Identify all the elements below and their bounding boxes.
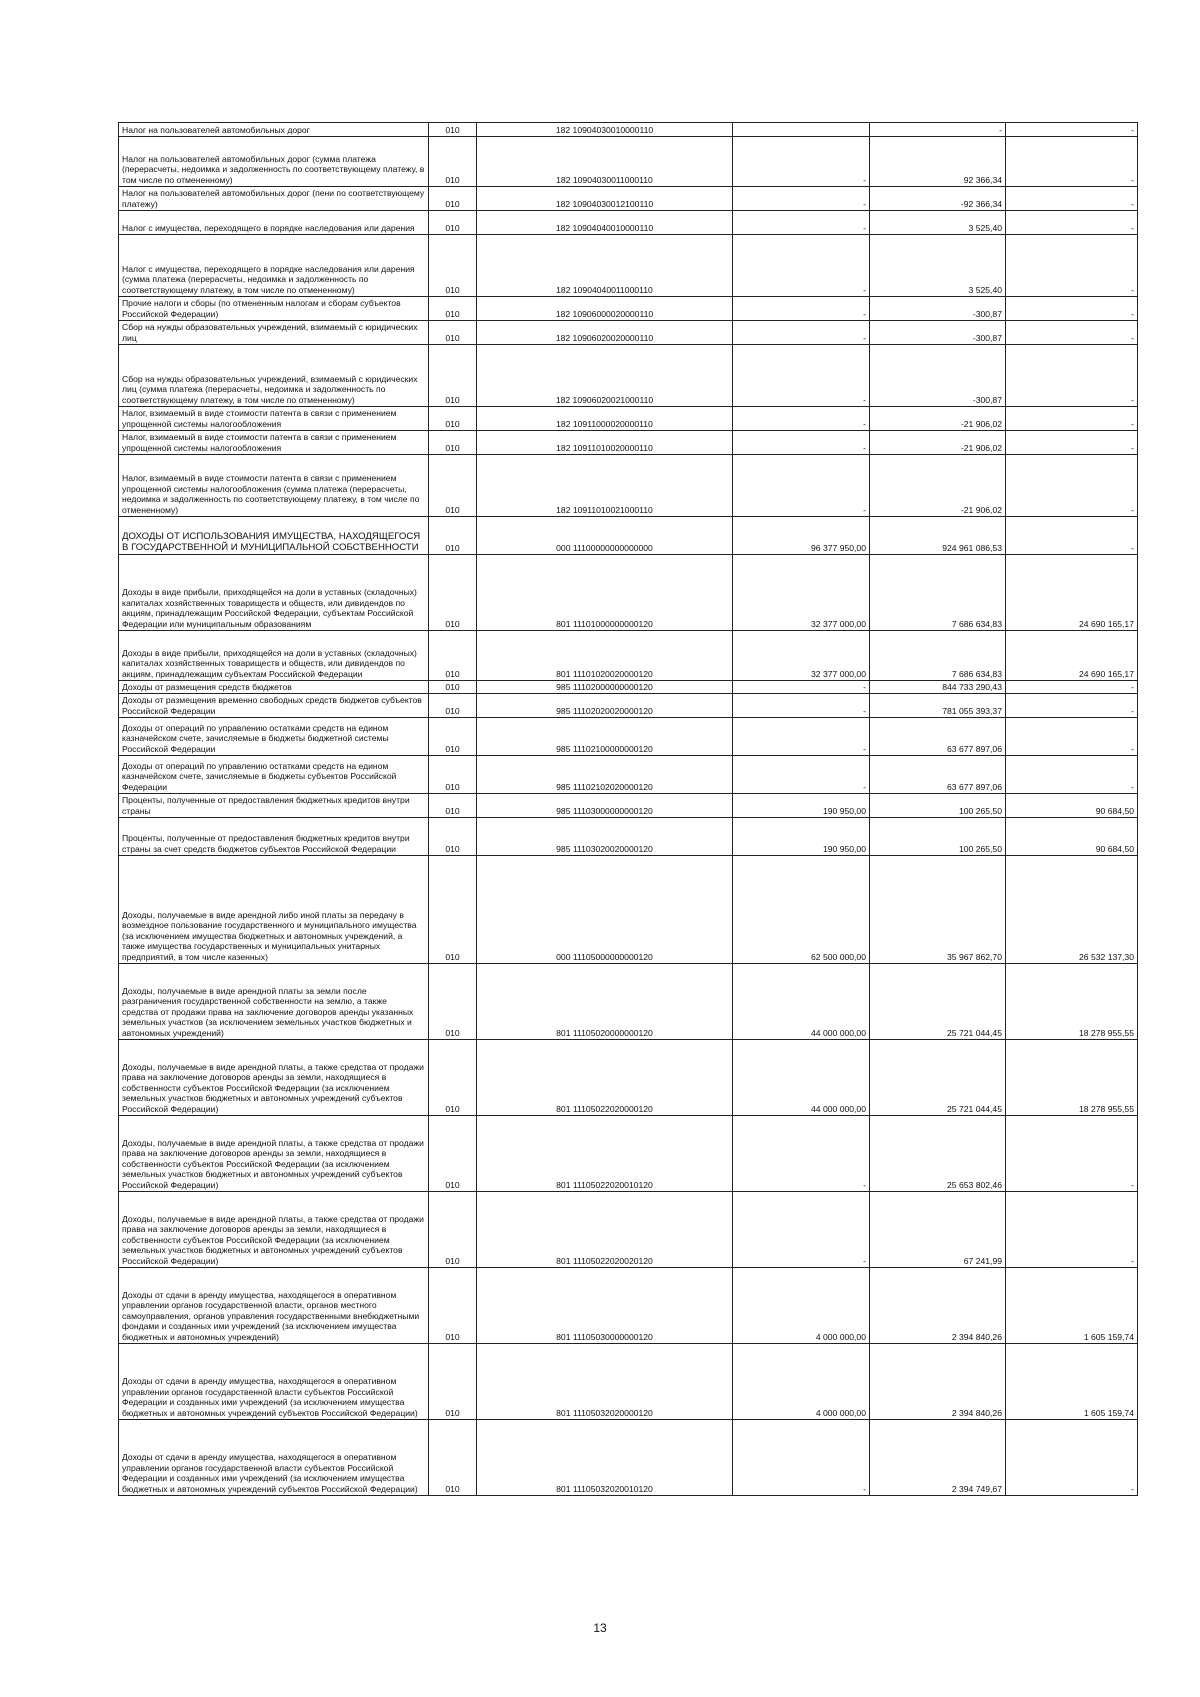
unexecuted-amount-cell: - xyxy=(1006,187,1138,211)
budget-classification-code-cell: 182 10904030010000110 xyxy=(477,123,733,137)
revenue-table-container xyxy=(118,122,1137,1496)
unexecuted-amount-cell: - xyxy=(1006,297,1138,321)
table-row xyxy=(119,794,1138,818)
income-name-cell: Налог на пользователей автомобильных дорог (сумма платежа (перерасчеты, недоимка и задолженность по соответствующему платежу, в том числе по отмененному) xyxy=(119,137,429,187)
line-code-cell: 010 xyxy=(429,756,477,794)
approved-amount-cell: 44 000 000,00 xyxy=(733,1040,870,1116)
unexecuted-amount-cell: - xyxy=(1006,235,1138,297)
executed-amount-cell: 63 677 897,06 xyxy=(870,756,1006,794)
executed-amount-cell: 92 366,34 xyxy=(870,137,1006,187)
approved-amount-cell: 190 950,00 xyxy=(733,818,870,856)
line-code-cell: 010 xyxy=(429,123,477,137)
income-name-cell: Доходы, получаемые в виде арендной платы, а также средства от продажи права на заключение договоров аренды за земли, находящиеся в собственности субъектов Российской Федерации (за исключением земельных участков бюджетных и автономных учреждений субъектов Российской Федерации) xyxy=(119,1116,429,1192)
executed-amount-cell: 2 394 749,67 xyxy=(870,1420,1006,1496)
executed-amount-cell: -21 906,02 xyxy=(870,455,1006,517)
approved-amount-cell xyxy=(733,123,870,137)
income-name-cell: Доходы от размещения средств бюджетов xyxy=(119,681,429,694)
income-name-cell: Налог на пользователей автомобильных дорог xyxy=(119,123,429,137)
unexecuted-amount-cell: - xyxy=(1006,137,1138,187)
executed-amount-cell: 7 686 634,83 xyxy=(870,555,1006,631)
approved-amount-cell: - xyxy=(733,718,870,756)
budget-classification-code-cell: 801 11105032020010120 xyxy=(477,1420,733,1496)
unexecuted-amount-cell: - xyxy=(1006,681,1138,694)
line-code-cell: 010 xyxy=(429,455,477,517)
table-row xyxy=(119,1268,1138,1344)
table-row xyxy=(119,694,1138,718)
budget-classification-code-cell: 182 10911000020000110 xyxy=(477,407,733,431)
approved-amount-cell: - xyxy=(733,455,870,517)
approved-amount-cell: 4 000 000,00 xyxy=(733,1344,870,1420)
income-name-cell: Доходы от операций по управлению остатками средств на едином казначейском счете, зачисляемые в бюджеты бюджетной системы Российской Федерации xyxy=(119,718,429,756)
budget-classification-code-cell: 985 11102100000000120 xyxy=(477,718,733,756)
income-name-cell: Сбор на нужды образовательных учреждений, взимаемый с юридических лиц xyxy=(119,321,429,345)
table-row xyxy=(119,235,1138,297)
executed-amount-cell: 3 525,40 xyxy=(870,211,1006,235)
unexecuted-amount-cell: - xyxy=(1006,431,1138,455)
budget-classification-code-cell: 182 10904040010000110 xyxy=(477,211,733,235)
table-row xyxy=(119,718,1138,756)
table-row xyxy=(119,1420,1138,1496)
table-row xyxy=(119,1040,1138,1116)
approved-amount-cell: - xyxy=(733,431,870,455)
approved-amount-cell: 32 377 000,00 xyxy=(733,555,870,631)
budget-classification-code-cell: 801 11101020020000120 xyxy=(477,631,733,681)
unexecuted-amount-cell: - xyxy=(1006,407,1138,431)
line-code-cell: 010 xyxy=(429,1040,477,1116)
budget-classification-code-cell: 801 11105022020000120 xyxy=(477,1040,733,1116)
table-row xyxy=(119,517,1138,555)
line-code-cell: 010 xyxy=(429,694,477,718)
unexecuted-amount-cell: - xyxy=(1006,321,1138,345)
approved-amount-cell: 96 377 950,00 xyxy=(733,517,870,555)
income-name-cell: Налог на пользователей автомобильных дорог (пени по соответствующему платежу) xyxy=(119,187,429,211)
budget-classification-code-cell: 182 10904030012100110 xyxy=(477,187,733,211)
budget-classification-code-cell: 985 11103000000000120 xyxy=(477,794,733,818)
executed-amount-cell: 63 677 897,06 xyxy=(870,718,1006,756)
line-code-cell: 010 xyxy=(429,187,477,211)
line-code-cell: 010 xyxy=(429,407,477,431)
line-code-cell: 010 xyxy=(429,794,477,818)
table-row xyxy=(119,123,1138,137)
line-code-cell: 010 xyxy=(429,818,477,856)
income-name-cell: Доходы от размещения временно свободных средств бюджетов субъектов Российской Федерации xyxy=(119,694,429,718)
line-code-cell: 010 xyxy=(429,517,477,555)
table-row xyxy=(119,407,1138,431)
unexecuted-amount-cell: - xyxy=(1006,1192,1138,1268)
line-code-cell: 010 xyxy=(429,1420,477,1496)
income-name-cell: Доходы в виде прибыли, приходящейся на доли в уставных (складочных) капиталах хозяйственных товариществ и обществ, или дивидендов по акциям, принадлежащим Российской Федерации, субъектам Российской Федерации или муниципальным образованиям xyxy=(119,555,429,631)
line-code-cell: 010 xyxy=(429,631,477,681)
executed-amount-cell: 924 961 086,53 xyxy=(870,517,1006,555)
executed-amount-cell: -300,87 xyxy=(870,345,1006,407)
executed-amount-cell: 67 241,99 xyxy=(870,1192,1006,1268)
line-code-cell: 010 xyxy=(429,1344,477,1420)
income-name-cell: Доходы, получаемые в виде арендной платы, а также средства от продажи права на заключение договоров аренды за земли, находящиеся в собственности субъектов Российской Федерации (за исключением земельных участков бюджетных и автономных учреждений субъектов Российской Федерации) xyxy=(119,1192,429,1268)
approved-amount-cell: - xyxy=(733,211,870,235)
budget-classification-code-cell: 801 11105032020000120 xyxy=(477,1344,733,1420)
table-row xyxy=(119,818,1138,856)
executed-amount-cell: - xyxy=(870,123,1006,137)
income-name-cell: Доходы, получаемые в виде арендной либо иной платы за передачу в возмездное пользование государственного и муниципального имущества (за исключением имущества бюджетных и автономных учреждений, а также имущества государственных и муниципальных унитарных предприятий, в том числе казенных) xyxy=(119,856,429,964)
table-row xyxy=(119,631,1138,681)
executed-amount-cell: -300,87 xyxy=(870,321,1006,345)
line-code-cell: 010 xyxy=(429,1116,477,1192)
line-code-cell: 010 xyxy=(429,345,477,407)
income-name-cell: Доходы от сдачи в аренду имущества, находящегося в оперативном управлении органов государственной власти, органов местного самоуправления, органов управления государственными внебюджетными фондами и созданных ими учреждений (за исключением имущества бюджетных и автономных учреждений) xyxy=(119,1268,429,1344)
table-row xyxy=(119,211,1138,235)
budget-classification-code-cell: 801 11101000000000120 xyxy=(477,555,733,631)
approved-amount-cell: - xyxy=(733,1420,870,1496)
income-name-cell: Налог с имущества, переходящего в порядке наследования или дарения (сумма платежа (перерасчеты, недоимка и задолженность по соответствующему платежу, в том числе по отмененному) xyxy=(119,235,429,297)
income-name-cell: Доходы от сдачи в аренду имущества, находящегося в оперативном управлении органов государственной власти субъектов Российской Федерации и созданных ими учреждений (за исключением имущества бюджетных и автономных учреждений субъектов Российской Федерации) xyxy=(119,1420,429,1496)
table-row xyxy=(119,455,1138,517)
executed-amount-cell: 3 525,40 xyxy=(870,235,1006,297)
executed-amount-cell: -21 906,02 xyxy=(870,431,1006,455)
unexecuted-amount-cell: 90 684,50 xyxy=(1006,794,1138,818)
line-code-cell: 010 xyxy=(429,211,477,235)
approved-amount-cell: 62 500 000,00 xyxy=(733,856,870,964)
approved-amount-cell: - xyxy=(733,345,870,407)
budget-classification-code-cell: 000 11105000000000120 xyxy=(477,856,733,964)
unexecuted-amount-cell: - xyxy=(1006,345,1138,407)
approved-amount-cell: - xyxy=(733,407,870,431)
budget-classification-code-cell: 182 10904040011000110 xyxy=(477,235,733,297)
income-name-cell: Доходы от сдачи в аренду имущества, находящегося в оперативном управлении органов государственной власти субъектов Российской Федерации и созданных ими учреждений (за исключением имущества бюджетных и автономных учреждений субъектов Российской Федерации) xyxy=(119,1344,429,1420)
page-number: 13 xyxy=(593,1621,607,1635)
approved-amount-cell: - xyxy=(733,137,870,187)
executed-amount-cell: 781 055 393,37 xyxy=(870,694,1006,718)
income-name-cell: Доходы в виде прибыли, приходящейся на доли в уставных (складочных) капиталах хозяйственных товариществ и обществ, или дивидендов по акциям, принадлежащим субъектам Российской Федерации xyxy=(119,631,429,681)
budget-classification-code-cell: 000 11100000000000000 xyxy=(477,517,733,555)
income-name-cell: ДОХОДЫ ОТ ИСПОЛЬЗОВАНИЯ ИМУЩЕСТВА, НАХОДЯЩЕГОСЯ В ГОСУДАРСТВЕННОЙ И МУНИЦИПАЛЬНОЙ СОБСТВЕННОСТИ xyxy=(119,517,429,555)
unexecuted-amount-cell: - xyxy=(1006,211,1138,235)
executed-amount-cell: 7 686 634,83 xyxy=(870,631,1006,681)
table-row xyxy=(119,137,1138,187)
revenue-report-table xyxy=(118,122,1138,1496)
approved-amount-cell: - xyxy=(733,297,870,321)
executed-amount-cell: -300,87 xyxy=(870,297,1006,321)
approved-amount-cell: - xyxy=(733,235,870,297)
income-name-cell: Налог, взимаемый в виде стоимости патента в связи с применением упрощенной системы налогообложения (сумма платежа (перерасчеты, недоимка и задолженность по соответствующему платежу, в том числе по отмененному) xyxy=(119,455,429,517)
line-code-cell: 010 xyxy=(429,555,477,631)
executed-amount-cell: 2 394 840,26 xyxy=(870,1268,1006,1344)
unexecuted-amount-cell: - xyxy=(1006,1116,1138,1192)
income-name-cell: Прочие налоги и сборы (по отмененным налогам и сборам субъектов Российской Федерации) xyxy=(119,297,429,321)
unexecuted-amount-cell: - xyxy=(1006,517,1138,555)
table-row xyxy=(119,856,1138,964)
approved-amount-cell: - xyxy=(733,681,870,694)
budget-classification-code-cell: 182 10906000020000110 xyxy=(477,297,733,321)
income-name-cell: Сбор на нужды образовательных учреждений, взимаемый с юридических лиц (сумма платежа (перерасчеты, недоимка и задолженность по соответствующему платежу, в том числе по отмененному) xyxy=(119,345,429,407)
budget-classification-code-cell: 801 11105022020010120 xyxy=(477,1116,733,1192)
income-name-cell: Налог с имущества, переходящего в порядке наследования или дарения xyxy=(119,211,429,235)
approved-amount-cell: - xyxy=(733,321,870,345)
income-name-cell: Налог, взимаемый в виде стоимости патента в связи с применением упрощенной системы налогообложения xyxy=(119,407,429,431)
executed-amount-cell: -21 906,02 xyxy=(870,407,1006,431)
approved-amount-cell: - xyxy=(733,1116,870,1192)
line-code-cell: 010 xyxy=(429,718,477,756)
budget-classification-code-cell: 985 11102020020000120 xyxy=(477,694,733,718)
line-code-cell: 010 xyxy=(429,856,477,964)
budget-classification-code-cell: 182 10906020020000110 xyxy=(477,321,733,345)
line-code-cell: 010 xyxy=(429,431,477,455)
executed-amount-cell: 35 967 862,70 xyxy=(870,856,1006,964)
unexecuted-amount-cell: 18 278 955,55 xyxy=(1006,964,1138,1040)
approved-amount-cell: 4 000 000,00 xyxy=(733,1268,870,1344)
income-name-cell: Проценты, полученные от предоставления бюджетных кредитов внутри страны за счет средств бюджетов субъектов Российской Федерации xyxy=(119,818,429,856)
table-row xyxy=(119,431,1138,455)
table-row xyxy=(119,1344,1138,1420)
line-code-cell: 010 xyxy=(429,297,477,321)
unexecuted-amount-cell: 90 684,50 xyxy=(1006,818,1138,856)
income-name-cell: Налог, взимаемый в виде стоимости патента в связи с применением упрощенной системы налогообложения xyxy=(119,431,429,455)
budget-classification-code-cell: 985 11102000000000120 xyxy=(477,681,733,694)
income-name-cell: Доходы, получаемые в виде арендной платы за земли после разграничения государственной собственности на землю, а также средства от продажи права на заключение договоров аренды указанных земельных участков (за исключением земельных участков бюджетных и автономных учреждений) xyxy=(119,964,429,1040)
table-row xyxy=(119,964,1138,1040)
budget-classification-code-cell: 182 10911010020000110 xyxy=(477,431,733,455)
unexecuted-amount-cell: - xyxy=(1006,694,1138,718)
line-code-cell: 010 xyxy=(429,964,477,1040)
budget-classification-code-cell: 801 11105020000000120 xyxy=(477,964,733,1040)
budget-classification-code-cell: 985 11102102020000120 xyxy=(477,756,733,794)
unexecuted-amount-cell: - xyxy=(1006,1420,1138,1496)
approved-amount-cell: - xyxy=(733,694,870,718)
budget-classification-code-cell: 182 10911010021000110 xyxy=(477,455,733,517)
executed-amount-cell: 2 394 840,26 xyxy=(870,1344,1006,1420)
income-name-cell: Доходы от операций по управлению остатками средств на едином казначейском счете, зачисляемые в бюджеты субъектов Российской Федерации xyxy=(119,756,429,794)
line-code-cell: 010 xyxy=(429,321,477,345)
executed-amount-cell: 25 721 044,45 xyxy=(870,964,1006,1040)
unexecuted-amount-cell: 1 605 159,74 xyxy=(1006,1268,1138,1344)
budget-classification-code-cell: 985 11103020020000120 xyxy=(477,818,733,856)
budget-classification-code-cell: 182 10906020021000110 xyxy=(477,345,733,407)
table-row xyxy=(119,297,1138,321)
table-row xyxy=(119,756,1138,794)
income-name-cell: Проценты, полученные от предоставления бюджетных кредитов внутри страны xyxy=(119,794,429,818)
budget-classification-code-cell: 801 11105022020020120 xyxy=(477,1192,733,1268)
budget-classification-code-cell: 182 10904030011000110 xyxy=(477,137,733,187)
approved-amount-cell: 32 377 000,00 xyxy=(733,631,870,681)
line-code-cell: 010 xyxy=(429,1268,477,1344)
executed-amount-cell: 844 733 290,43 xyxy=(870,681,1006,694)
executed-amount-cell: 100 265,50 xyxy=(870,794,1006,818)
approved-amount-cell: 44 000 000,00 xyxy=(733,964,870,1040)
table-row xyxy=(119,1192,1138,1268)
approved-amount-cell: - xyxy=(733,756,870,794)
table-row xyxy=(119,555,1138,631)
budget-classification-code-cell: 801 11105030000000120 xyxy=(477,1268,733,1344)
executed-amount-cell: 25 653 802,46 xyxy=(870,1116,1006,1192)
unexecuted-amount-cell: - xyxy=(1006,718,1138,756)
executed-amount-cell: 25 721 044,45 xyxy=(870,1040,1006,1116)
unexecuted-amount-cell: - xyxy=(1006,455,1138,517)
executed-amount-cell: 100 265,50 xyxy=(870,818,1006,856)
approved-amount-cell: 190 950,00 xyxy=(733,794,870,818)
table-row xyxy=(119,345,1138,407)
table-row xyxy=(119,321,1138,345)
table-row xyxy=(119,187,1138,211)
unexecuted-amount-cell: 24 690 165,17 xyxy=(1006,631,1138,681)
unexecuted-amount-cell: - xyxy=(1006,756,1138,794)
approved-amount-cell: - xyxy=(733,187,870,211)
unexecuted-amount-cell: 26 532 137,30 xyxy=(1006,856,1138,964)
line-code-cell: 010 xyxy=(429,137,477,187)
unexecuted-amount-cell: 24 690 165,17 xyxy=(1006,555,1138,631)
line-code-cell: 010 xyxy=(429,235,477,297)
executed-amount-cell: -92 366,34 xyxy=(870,187,1006,211)
line-code-cell: 010 xyxy=(429,681,477,694)
unexecuted-amount-cell: 18 278 955,55 xyxy=(1006,1040,1138,1116)
table-row xyxy=(119,681,1138,694)
income-name-cell: Доходы, получаемые в виде арендной платы, а также средства от продажи права на заключение договоров аренды за земли, находящиеся в собственности субъектов Российской Федерации (за исключением земельных участков бюджетных и автономных учреждений субъектов Российской Федерации) xyxy=(119,1040,429,1116)
unexecuted-amount-cell: - xyxy=(1006,123,1138,137)
table-row xyxy=(119,1116,1138,1192)
approved-amount-cell: - xyxy=(733,1192,870,1268)
line-code-cell: 010 xyxy=(429,1192,477,1268)
unexecuted-amount-cell: 1 605 159,74 xyxy=(1006,1344,1138,1420)
